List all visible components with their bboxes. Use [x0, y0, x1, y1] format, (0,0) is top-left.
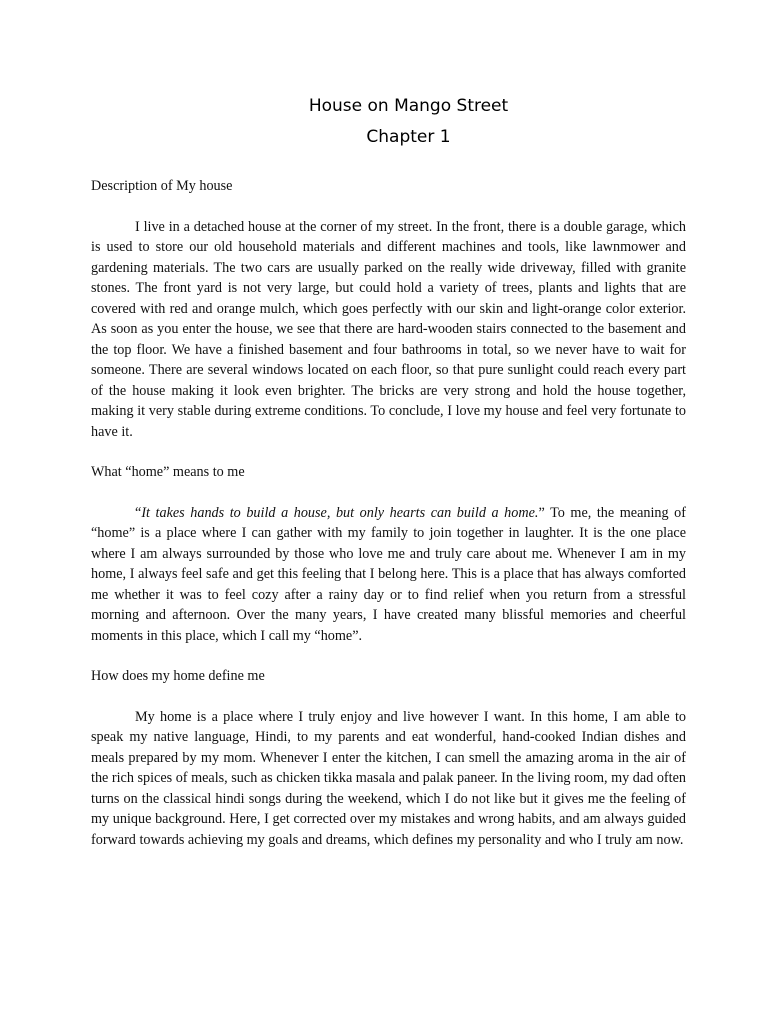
title-block	[131, 94, 686, 149]
chapter-heading: Chapter 1	[366, 127, 451, 147]
document-title: House on Mango Street	[308, 96, 509, 116]
home-quote: It takes hands to build a house, but only hearts can build a home.	[141, 504, 539, 521]
quote-close-mark: ”	[538, 504, 545, 521]
quote-open-mark: “	[135, 504, 142, 521]
section-heading-home-define: How does my home define me	[91, 668, 265, 684]
section-heading-description: Description of My house	[91, 178, 233, 194]
home-meaning-text: To me, the meaning of “home” is a place where I can gather with my family to join together in laughter. It is the one place where I am always surrounded by those who love me and truly care about me. Whenever I am in my home, I always feel safe and get this feeling that I belong here. This is a place that has always comforted me whether it was to feel cozy after a rainy day or to find relief when you return from a stressful morning and afternoon. Over the many years, I have created many blissful memories and cheerful moments in this place, which I call my “home”.	[91, 504, 686, 644]
section-paragraph-description: I live in a detached house at the corner of my street. In the front, there is a double garage, which is used to store our old household materials and different machines and tools, like lawnmower and gardening materials. The two cars are usually parked on the really wide driveway, filled with granite stones. The front yard is not very large, but could hold a variety of trees, plants and lights that are covered with red and orange mulch, which goes perfectly with our skin and light-orange color exterior. As soon as you enter the house, we see that there are hard-wooden stairs connected to the basement and the top floor. We have a finished basement and four bathrooms in total, so we never have to wait for someone. There are several windows located on each floor, so that pure sunlight could reach every part of the house making it look even brighter. The bricks are very strong and hold the house together, making it very stable during extreme conditions. To conclude, I love my house and feel very fortunate to have it.	[91, 218, 686, 440]
section-heading-home-meaning: What “home” means to me	[91, 464, 245, 480]
section-paragraph-home-meaning	[91, 503, 686, 647]
section-paragraph-home-define: My home is a place where I truly enjoy and live however I want. In this home, I am able to speak my native language, Hindi, to my parents and eat wonderful, hand-cooked Indian dishes and meals prepared by my mom. Whenever I enter the kitchen, I can smell the amazing aroma in the air of the rich spices of meals, such as chicken tikka masala and palak paneer. In the living room, my dad often turns on the classical hindi songs during the weekend, which I do not like but it gives me the feeling of my unique background. Here, I get corrected over my mistakes and wrong habits, and am always guided forward towards achieving my goals and dreams, which defines my personality and who I truly am now.	[91, 708, 686, 848]
